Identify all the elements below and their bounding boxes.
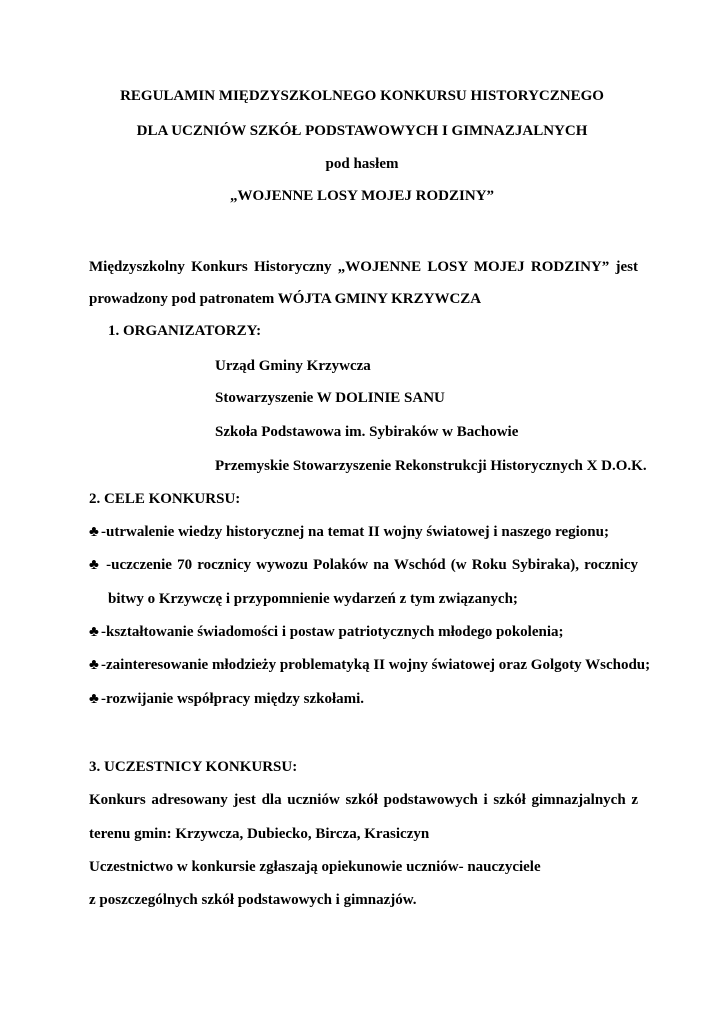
- organizers-heading: 1. ORGANIZATORZY:: [108, 323, 262, 339]
- participants-line-2: terenu gmin: Krzywcza, Dubiecko, Bircza, Krasiczyn: [89, 826, 430, 842]
- participants-line-1: Konkurs adresowany jest dla uczniów szkół podstawowych i szkół gimnazjalnych z: [89, 792, 638, 808]
- participants-line-3: Uczestnictwo w konkursie zgłaszają opiekunowie uczniów- nauczyciele: [89, 859, 541, 875]
- title-line-1: REGULAMIN MIĘDZYSZKOLNEGO KONKURSU HISTORYCZNEGO: [120, 88, 604, 104]
- goal-item: [89, 690, 364, 708]
- goal-item: [89, 656, 650, 674]
- participants-line-4: z poszczególnych szkół podstawowych i gimnazjów.: [89, 892, 417, 908]
- organizer-item: Stowarzyszenie W DOLINIE SANU: [215, 390, 445, 406]
- goal-text: -kształtowanie świadomości i postaw patriotycznych młodego pokolenia;: [101, 624, 564, 640]
- intro-line-1: Międzyszkolny Konkurs Historyczny „WOJENNE LOSY MOJEJ RODZINY” jest: [89, 259, 638, 275]
- intro-line-2: prowadzony pod patronatem WÓJTA GMINY KRZYWCZA: [89, 291, 482, 307]
- club-bullet-icon: ♣: [89, 624, 99, 640]
- title-line-4: „WOJENNE LOSY MOJEJ RODZINY”: [229, 188, 495, 204]
- club-bullet-icon: ♣: [89, 524, 99, 540]
- goal-item: [89, 556, 638, 574]
- goal-text: -zainteresowanie młodzieży problematyką II wojny światowej oraz Golgoty Wschodu;: [101, 657, 651, 673]
- organizer-item: Szkoła Podstawowa im. Sybiraków w Bachowie: [215, 424, 519, 440]
- goal-text: -utrwalenie wiedzy historycznej na temat II wojny światowej i naszego regionu;: [101, 524, 609, 540]
- goal-text-continuation: bitwy o Krzywczę i przypomnienie wydarzeń z tym związanych;: [108, 591, 518, 607]
- organizer-item: Przemyskie Stowarzyszenie Rekonstrukcji Historycznych X D.O.K.: [215, 458, 647, 474]
- organizer-item: Urząd Gminy Krzywcza: [215, 358, 371, 374]
- participants-heading: 3. UCZESTNICY KONKURSU:: [89, 759, 298, 775]
- club-bullet-icon: ♣: [89, 557, 99, 573]
- title-line-3: pod hasłem: [325, 156, 399, 172]
- goal-item: [89, 623, 564, 641]
- goal-text: -uczczenie 70 rocznicy wywozu Polaków na Wschód (w Roku Sybiraka), rocznicy: [106, 557, 639, 573]
- title-line-2: DLA UCZNIÓW SZKÓŁ PODSTAWOWYCH I GIMNAZJALNYCH: [136, 123, 588, 139]
- goal-item: [89, 523, 609, 541]
- goal-text: -rozwijanie współpracy między szkołami.: [101, 691, 365, 707]
- club-bullet-icon: ♣: [89, 691, 99, 707]
- club-bullet-icon: ♣: [89, 657, 99, 673]
- goals-heading: 2. CELE KONKURSU:: [89, 491, 241, 507]
